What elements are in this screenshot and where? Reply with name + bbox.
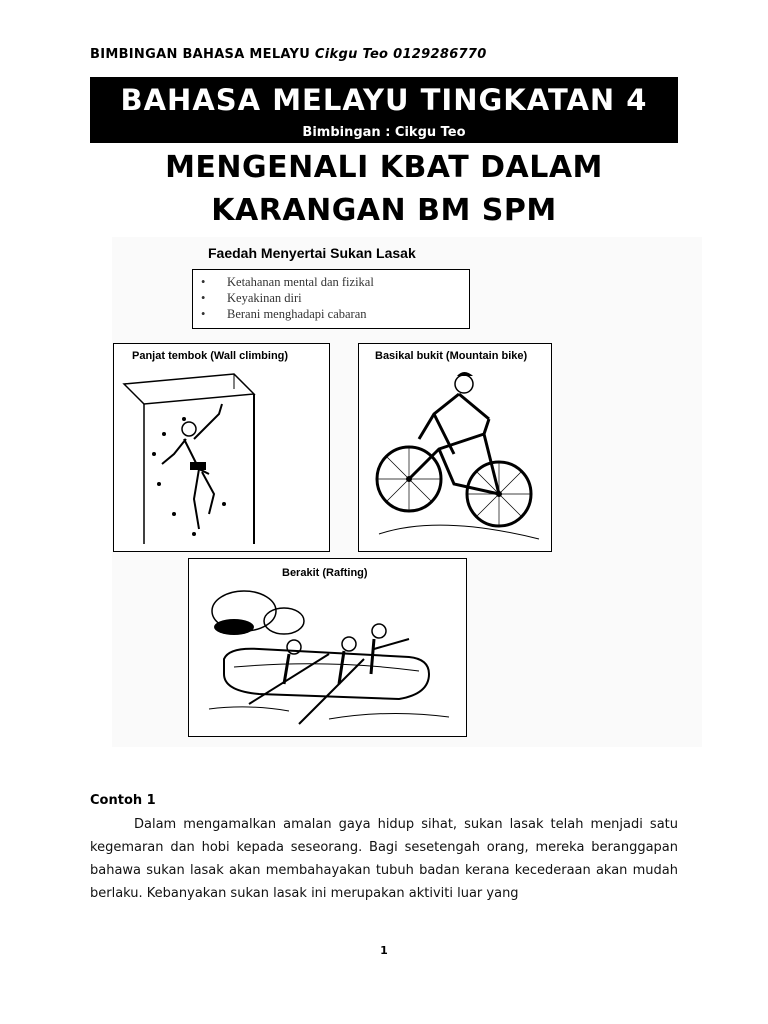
- section-label: Contoh 1: [90, 793, 156, 808]
- header-left: BIMBINGAN BAHASA MELAYU: [90, 47, 311, 62]
- mountain-bike-illustration: [359, 344, 551, 551]
- benefits-box: [192, 269, 470, 329]
- panel-label-wall-climbing: Panjat tembok (Wall climbing): [132, 350, 289, 362]
- page-number: 1: [380, 944, 388, 957]
- panel-mountain-bike: [358, 343, 552, 552]
- panel-label-mountain-bike: Basikal bukit (Mountain bike): [375, 350, 528, 362]
- panel-wall-climbing: [113, 343, 330, 552]
- benefit-item: • Ketahanan mental dan fizikal: [227, 274, 469, 290]
- rafting-illustration: [189, 559, 466, 736]
- header-author: Cikgu Teo 0129286770: [314, 47, 487, 62]
- title-banner: [90, 77, 678, 143]
- panel-rafting: [188, 558, 467, 737]
- banner-subtitle: Bimbingan : Cikgu Teo: [302, 125, 466, 140]
- benefit-item: • Berani menghadapi cabaran: [227, 306, 469, 322]
- wall-climbing-illustration: [114, 344, 329, 551]
- banner-title: BAHASA MELAYU TINGKATAN 4: [120, 83, 648, 117]
- main-title-line-1: MENGENALI KBAT DALAM: [165, 150, 603, 185]
- benefit-item: • Keyakinan diri: [227, 290, 469, 306]
- figure-heading: Faedah Menyertai Sukan Lasak: [208, 245, 416, 261]
- panel-label-rafting: Berakit (Rafting): [282, 567, 368, 579]
- main-title-line-2: KARANGAN BM SPM: [211, 193, 557, 228]
- body-paragraph: Dalam mengamalkan amalan gaya hidup sihat, sukan lasak telah menjadi satu kegemaran dan hobi kepada seseorang. Bagi sesetengah orang, mereka beranggapan bahawa sukan lasak akan membahayakan tubuh badan kerana kecederaan akan mudah berlaku. Kebanyakan sukan lasak ini merupakan aktiviti luar yang: [90, 817, 678, 901]
- running-header: [90, 47, 487, 62]
